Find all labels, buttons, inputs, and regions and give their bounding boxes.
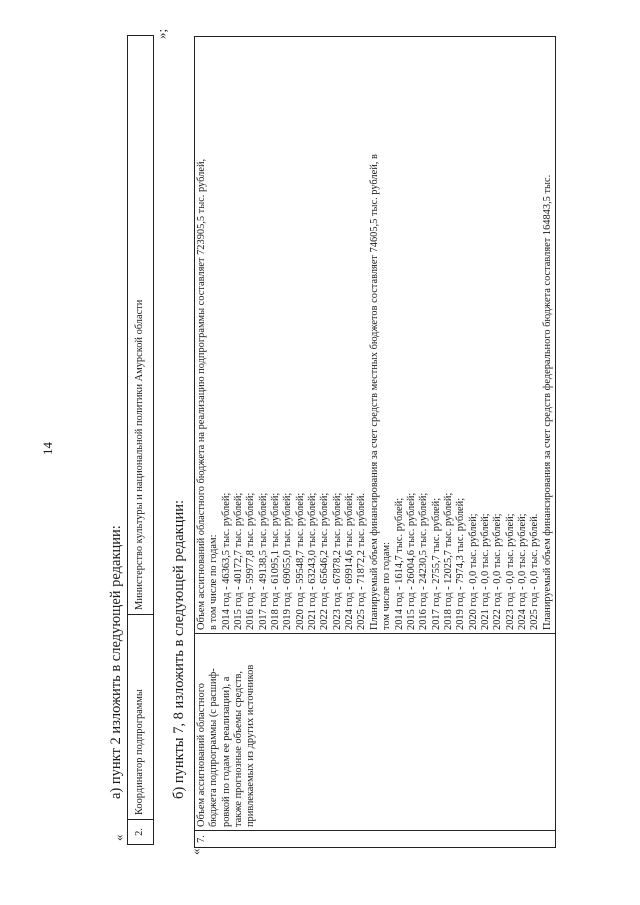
value-line: 2022 год - 65646,2 тыс. рублей; [319, 492, 331, 630]
value-line: 2023 год - 67878,2 тыс. рублей; [331, 492, 343, 630]
quote-open-b: « [188, 848, 203, 855]
value-line: 2017 год - 49138,5 тыс. рублей; [257, 492, 269, 630]
value-line: 2020 год - 0,0 тыс. рублей; [467, 513, 479, 630]
value-line: Планируемый объем финансирования за счет средств местных бюджетов составляет 74605,5 тыс. рублей, в [368, 154, 380, 630]
label-line: ровкой по годам ее реализации), а [220, 676, 232, 827]
value-line: 2019 год - 7974,3 тыс. рублей; [455, 497, 467, 630]
value-line: 2025 год - 0,0 тыс. рублей. [529, 513, 541, 630]
value-line: в том числе по годам: [208, 534, 220, 630]
value-line: Объем ассигнований областного бюджета на реализацию подпрограммы составляет 723905,5 тыс. рублей, [196, 158, 207, 630]
value-line: 2015 год - 40172,7 тыс. рублей; [233, 492, 245, 630]
value-line: 2019 год - 69055,0 тыс. рублей; [282, 492, 294, 630]
value-line: 2022 год - 0,0 тыс. рублей; [492, 513, 504, 630]
table-row [128, 36, 154, 845]
value-line: 2017 год - 2755,7 тыс. рублей; [430, 497, 442, 630]
value-line: 2016 год - 24230,5 тыс. рублей; [418, 492, 430, 630]
value-line: 2023 год - 0,0 тыс. рублей; [504, 513, 516, 630]
value-line: 2018 год - 12025,7 тыс. рублей; [442, 492, 454, 630]
value-line: том числе по годам: [381, 542, 393, 630]
page-number: 14 [40, 442, 55, 455]
section-a-heading: а) пункт 2 изложить в следующей редакции: [108, 525, 124, 799]
value-line: 2025 год - 71872,2 тыс. рублей. [356, 492, 368, 630]
value-line: 2024 год - 0,0 тыс. рублей; [516, 513, 528, 630]
row-value: Министерство культуры и национальной политики Амурской области [128, 36, 154, 615]
section-b-heading: б) пункты 7, 8 изложить в следующей редакции: [171, 500, 187, 799]
label-line: бюджета подпрограммы (с расшиф- [208, 668, 220, 827]
label-line: привлекаемых из других источников [245, 664, 257, 827]
table-row [195, 37, 556, 848]
label-line: также прогнозные объемы средств, [233, 671, 245, 827]
value-line: Планируемый объем финансирования за счет средств федерального бюджета составляет 164843,5 тыс. [541, 174, 553, 630]
value-line: 2024 год - 69914,6 тыс. рублей; [344, 492, 356, 630]
row-label: Координатор подпрограммы [128, 615, 154, 820]
value-line: 2015 год - 26004,6 тыс. рублей; [405, 492, 417, 630]
value-line: 2016 год - 59977,8 тыс. рублей; [245, 492, 257, 630]
value-line: 2018 год - 61095,1 тыс. рублей; [270, 492, 282, 630]
quote-close-a: »; [154, 28, 169, 39]
row-number: 7. [195, 831, 556, 848]
value-line: 2014 год - 1614,7 тыс. рублей; [393, 497, 405, 630]
value-line: 2021 год - 0,0 тыс. рублей; [479, 513, 491, 630]
value-line: 2021 год - 63243,0 тыс. рублей; [307, 492, 319, 630]
section-a-table [127, 35, 154, 845]
value-line: 2014 год - 46363,5 тыс. рублей; [220, 492, 232, 630]
row-number: 2. [128, 820, 154, 845]
quote-open-a: « [111, 834, 126, 841]
label-line: Объем ассигнований областного [196, 683, 207, 827]
row-value [195, 37, 556, 634]
row-label [195, 634, 556, 831]
value-line: 2020 год - 59548,7 тыс. рублей; [294, 492, 306, 630]
section-b-table [194, 36, 556, 848]
